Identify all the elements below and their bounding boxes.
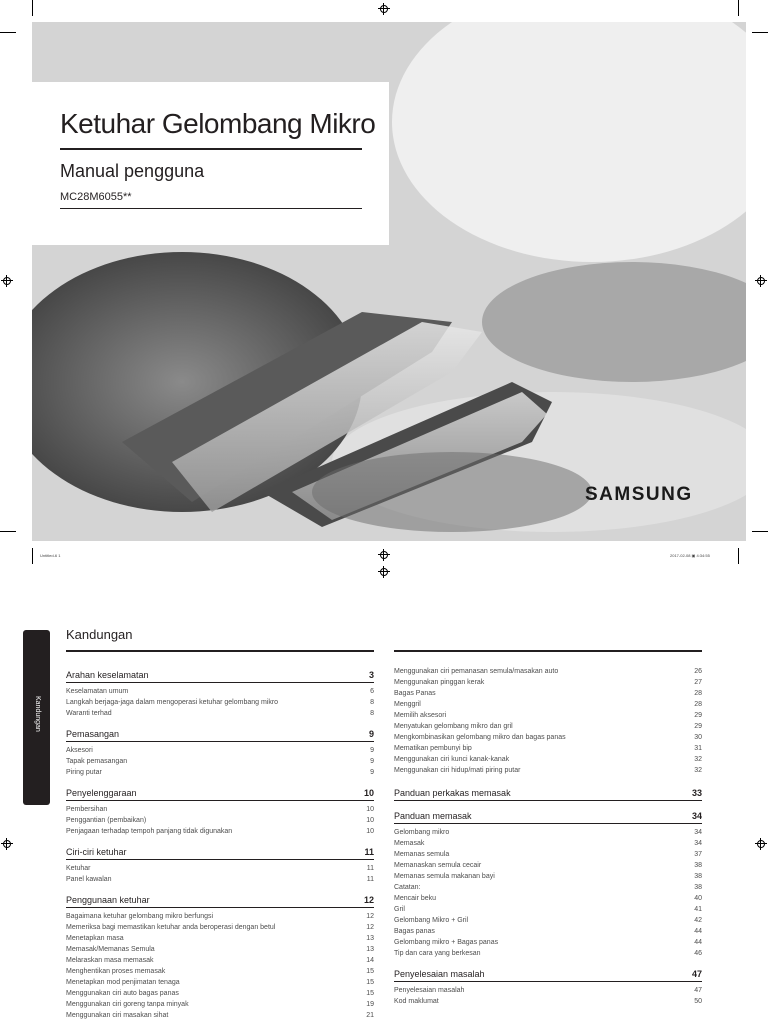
toc-continued-list bbox=[394, 666, 702, 776]
toc-section-heading[interactable] bbox=[66, 845, 374, 860]
toc-entry[interactable] bbox=[394, 937, 702, 948]
toc-entry-label: Memanas semula makanan bayi bbox=[394, 873, 495, 880]
toc-entry-label: Waranti terhad bbox=[66, 710, 112, 717]
toc-entry-label: Menggunakan ciri masakan sihat bbox=[66, 1012, 169, 1019]
toc-entry-label: Gelombang mikro bbox=[394, 829, 450, 836]
toc-entry-page: 15 bbox=[366, 968, 374, 975]
toc-entry-page: 46 bbox=[694, 950, 702, 957]
toc-entry-page: 8 bbox=[370, 699, 374, 706]
toc-entry-label: Melaraskan masa memasak bbox=[66, 957, 154, 964]
toc-entry[interactable] bbox=[394, 699, 702, 710]
toc-entry-label: Tapak pemasangan bbox=[66, 758, 128, 765]
toc-entry[interactable] bbox=[66, 977, 374, 988]
toc-entry-label: Menggunakan pinggan kerak bbox=[394, 679, 485, 686]
toc-entry[interactable] bbox=[394, 754, 702, 765]
toc-entry[interactable] bbox=[394, 996, 702, 1007]
toc-entry-page: 44 bbox=[694, 928, 702, 935]
toc-entry-page: 8 bbox=[370, 710, 374, 717]
toc-section-title: Penyelesaian masalah bbox=[394, 969, 485, 979]
toc-section-page: 3 bbox=[368, 670, 374, 680]
toc-entry-label: Menghentikan proses memasak bbox=[66, 968, 166, 975]
toc-column-rule bbox=[394, 650, 702, 652]
toc-entry-label: Panel kawalan bbox=[66, 876, 112, 883]
toc-entry-label: Ketuhar bbox=[66, 865, 91, 872]
toc-entry-label: Memilih aksesori bbox=[394, 712, 447, 719]
toc-section bbox=[394, 809, 702, 959]
toc-entry-page: 37 bbox=[694, 851, 702, 858]
registration-mark-icon bbox=[378, 549, 390, 561]
toc-entry[interactable] bbox=[394, 985, 702, 996]
toc-entry[interactable] bbox=[66, 933, 374, 944]
toc-section-title: Ciri-ciri ketuhar bbox=[66, 847, 127, 857]
toc-entry-page: 9 bbox=[370, 747, 374, 754]
toc-heading: Kandungan bbox=[66, 627, 133, 642]
toc-entry-label: Memasak/Memanas Semula bbox=[66, 946, 155, 953]
toc-entry-page: 38 bbox=[694, 884, 702, 891]
toc-right-sections bbox=[394, 786, 702, 1007]
toc-entry[interactable] bbox=[66, 804, 374, 815]
toc-entry-label: Bagaimana ketuhar gelombang mikro berfungsi bbox=[66, 913, 214, 920]
toc-section-heading[interactable] bbox=[66, 668, 374, 683]
document-subtitle: Manual pengguna bbox=[60, 161, 205, 181]
toc-entry[interactable] bbox=[394, 849, 702, 860]
document-title: Ketuhar Gelombang Mikro bbox=[60, 108, 376, 139]
toc-entry-page: 19 bbox=[366, 1001, 374, 1008]
toc-left-column bbox=[66, 668, 374, 1024]
toc-entry-label: Penyelesaian masalah bbox=[394, 987, 465, 994]
toc-entry-page: 27 bbox=[694, 679, 702, 686]
toc-entry[interactable] bbox=[394, 893, 702, 904]
toc-entry-page: 11 bbox=[366, 876, 374, 883]
toc-entry-page: 29 bbox=[694, 723, 702, 730]
title-rule bbox=[60, 148, 362, 150]
toc-section-heading[interactable] bbox=[66, 727, 374, 742]
side-tab-label: Kandungan bbox=[34, 696, 41, 732]
toc-entry[interactable] bbox=[66, 756, 374, 767]
model-rule bbox=[60, 208, 362, 209]
crop-mark bbox=[0, 531, 16, 532]
registration-mark-icon bbox=[755, 838, 767, 850]
toc-entry[interactable] bbox=[66, 955, 374, 966]
crop-mark bbox=[738, 548, 739, 564]
toc-entry[interactable] bbox=[394, 710, 702, 721]
toc-entry[interactable] bbox=[66, 697, 374, 708]
toc-entry[interactable] bbox=[66, 745, 374, 756]
toc-entry-label: Menyatukan gelombang mikro dan gril bbox=[394, 723, 513, 730]
model-number: MC28M6055** bbox=[60, 191, 132, 203]
toc-section bbox=[66, 668, 374, 719]
toc-entry[interactable] bbox=[66, 966, 374, 977]
toc-entry-page: 32 bbox=[694, 756, 702, 763]
toc-section-page: 34 bbox=[691, 811, 702, 821]
toc-entry[interactable] bbox=[394, 732, 702, 743]
toc-entry-label: Aksesori bbox=[66, 747, 93, 754]
toc-section-heading[interactable] bbox=[66, 893, 374, 908]
toc-entry[interactable] bbox=[394, 743, 702, 754]
toc-section-heading[interactable] bbox=[394, 967, 702, 982]
toc-entry-label: Bagas panas bbox=[394, 928, 435, 935]
toc-entry-label: Mencair beku bbox=[394, 895, 437, 902]
crop-mark bbox=[752, 531, 768, 532]
toc-entry-label: Pembersihan bbox=[66, 806, 108, 813]
toc-entry-label: Gelombang Mikro + Gril bbox=[394, 917, 469, 924]
crop-mark bbox=[32, 0, 33, 16]
toc-entry[interactable] bbox=[394, 765, 702, 776]
toc-entry-label: Mengkombinasikan gelombang mikro dan bagas panas bbox=[394, 734, 566, 741]
toc-section bbox=[66, 786, 374, 837]
toc-section bbox=[66, 845, 374, 885]
toc-section-heading[interactable] bbox=[394, 809, 702, 824]
toc-section-title: Pemasangan bbox=[66, 729, 120, 739]
toc-section-title: Arahan keselamatan bbox=[66, 670, 149, 680]
toc-entry-page: 32 bbox=[694, 767, 702, 774]
toc-entry-page: 10 bbox=[366, 828, 374, 835]
toc-entry-label: Piring putar bbox=[66, 769, 102, 776]
toc-entry-label: Memanas semula bbox=[394, 851, 450, 858]
print-slug-left: Untitled-6 1 bbox=[40, 553, 61, 558]
toc-right-column bbox=[394, 666, 702, 1015]
toc-entry-page: 10 bbox=[366, 806, 374, 813]
toc-entry[interactable] bbox=[66, 922, 374, 933]
toc-entry-page: 13 bbox=[366, 946, 374, 953]
toc-entry[interactable] bbox=[394, 915, 702, 926]
toc-entry[interactable] bbox=[66, 863, 374, 874]
brand-logo: SAMSUNG bbox=[585, 484, 693, 505]
toc-entry-page: 42 bbox=[694, 917, 702, 924]
crop-mark bbox=[752, 32, 768, 33]
toc-entry-page: 28 bbox=[694, 701, 702, 708]
toc-entry-page: 9 bbox=[370, 758, 374, 765]
toc-entry-page: 34 bbox=[694, 829, 702, 836]
toc-entry-label: Kod maklumat bbox=[394, 998, 439, 1005]
toc-entry-page: 6 bbox=[370, 688, 374, 695]
toc-entry[interactable] bbox=[394, 871, 702, 882]
toc-section bbox=[66, 893, 374, 1021]
toc-entry-page: 11 bbox=[366, 865, 374, 872]
toc-section-page: 33 bbox=[691, 788, 702, 798]
toc-entry-page: 15 bbox=[366, 990, 374, 997]
toc-entry[interactable] bbox=[66, 1010, 374, 1021]
toc-entry[interactable] bbox=[394, 882, 702, 893]
toc-entry-label: Menggunakan ciri hidup/mati piring putar bbox=[394, 767, 521, 774]
toc-entry-label: Menetapkan masa bbox=[66, 935, 124, 942]
toc-section-title: Penyelenggaraan bbox=[66, 788, 137, 798]
toc-section-title: Panduan memasak bbox=[394, 811, 472, 821]
toc-section-page: 11 bbox=[364, 847, 374, 857]
registration-mark-icon bbox=[1, 838, 13, 850]
toc-section bbox=[66, 727, 374, 778]
toc-entry-label: Gelombang mikro + Bagas panas bbox=[394, 939, 499, 946]
toc-entry-label: Memeriksa bagi memastikan ketuhar anda beroperasi dengan betul bbox=[66, 924, 276, 931]
toc-entry[interactable] bbox=[394, 677, 702, 688]
registration-mark-icon bbox=[755, 275, 767, 287]
toc-entry-label: Memasak bbox=[394, 840, 425, 847]
registration-mark-icon bbox=[378, 3, 390, 15]
toc-entry-page: 10 bbox=[366, 817, 374, 824]
registration-mark-icon bbox=[1, 275, 13, 287]
toc-section bbox=[394, 786, 702, 801]
toc-section bbox=[394, 967, 702, 1007]
toc-entry[interactable] bbox=[394, 926, 702, 937]
crop-mark bbox=[32, 548, 33, 564]
toc-entry-label: Keselamatan umum bbox=[66, 688, 129, 695]
toc-entry[interactable] bbox=[394, 860, 702, 871]
toc-entry-label: Menggunakan ciri auto bagas panas bbox=[66, 990, 179, 997]
toc-entry-page: 26 bbox=[694, 668, 702, 675]
toc-entry-label: Menggunakan ciri kunci kanak-kanak bbox=[394, 756, 510, 763]
toc-section-page: 12 bbox=[363, 895, 374, 905]
toc-entry-page: 12 bbox=[366, 913, 374, 920]
toc-entry[interactable] bbox=[394, 827, 702, 838]
toc-entry-label: Penjagaan terhadap tempoh panjang tidak digunakan bbox=[66, 828, 233, 835]
toc-entry-label: Gril bbox=[394, 906, 405, 913]
toc-entry-label: Menggril bbox=[394, 701, 421, 708]
toc-entry-label: Menggunakan ciri pemanasan semula/masakan auto bbox=[394, 668, 559, 675]
toc-heading-rule bbox=[66, 650, 374, 652]
cover-title-box bbox=[32, 82, 389, 245]
toc-entry-page: 40 bbox=[694, 895, 702, 902]
toc-entry-page: 34 bbox=[694, 840, 702, 847]
registration-mark-icon bbox=[378, 566, 390, 578]
print-slug-right: 2017-02-08 ▣ 4:34:55 bbox=[670, 553, 710, 558]
toc-entry-label: Tip dan cara yang berkesan bbox=[394, 950, 481, 957]
toc-entry[interactable] bbox=[66, 911, 374, 922]
toc-entry-page: 9 bbox=[370, 769, 374, 776]
toc-entry-label: Bagas Panas bbox=[394, 690, 436, 697]
toc-entry-page: 30 bbox=[694, 734, 702, 741]
toc-entry-label: Memanaskan semula cecair bbox=[394, 862, 482, 869]
toc-entry-page: 29 bbox=[694, 712, 702, 719]
toc-entry[interactable] bbox=[66, 815, 374, 826]
toc-entry[interactable] bbox=[394, 666, 702, 677]
toc-entry-page: 15 bbox=[366, 979, 374, 986]
toc-entry[interactable] bbox=[66, 826, 374, 837]
crop-mark bbox=[0, 32, 16, 33]
toc-section-page: 47 bbox=[691, 969, 702, 979]
toc-entry[interactable] bbox=[394, 904, 702, 915]
toc-entry-label: Menetapkan mod penjimatan tenaga bbox=[66, 979, 180, 986]
crop-mark bbox=[738, 0, 739, 16]
toc-entry[interactable] bbox=[66, 999, 374, 1010]
toc-entry-label: Mematikan pembunyi bip bbox=[394, 745, 472, 752]
toc-entry[interactable] bbox=[66, 686, 374, 697]
toc-entry-page: 41 bbox=[694, 906, 702, 913]
toc-entry[interactable] bbox=[66, 988, 374, 999]
toc-entry-label: Langkah berjaga-jaga dalam mengoperasi ketuhar gelombang mikro bbox=[66, 699, 279, 706]
toc-entry[interactable] bbox=[66, 708, 374, 719]
side-tab bbox=[23, 630, 50, 805]
toc-section-heading[interactable] bbox=[394, 786, 702, 801]
toc-section-title: Penggunaan ketuhar bbox=[66, 895, 150, 905]
toc-entry[interactable] bbox=[394, 948, 702, 959]
toc-entry[interactable] bbox=[394, 838, 702, 849]
toc-entry[interactable] bbox=[66, 767, 374, 778]
toc-entry[interactable] bbox=[394, 688, 702, 699]
toc-entry-page: 44 bbox=[694, 939, 702, 946]
toc-entry-label: Penggantian (pembaikan) bbox=[66, 817, 147, 824]
toc-section-page: 9 bbox=[368, 729, 374, 739]
toc-entry[interactable] bbox=[394, 721, 702, 732]
toc-entry[interactable] bbox=[66, 944, 374, 955]
toc-entry-label: Menggunakan ciri goreng tanpa minyak bbox=[66, 1001, 189, 1008]
toc-section-page: 10 bbox=[363, 788, 374, 798]
toc-entry-page: 12 bbox=[366, 924, 374, 931]
toc-entry-page: 38 bbox=[694, 873, 702, 880]
toc-entry-page: 28 bbox=[694, 690, 702, 697]
toc-entry-page: 14 bbox=[366, 957, 374, 964]
toc-section-title: Panduan perkakas memasak bbox=[394, 788, 511, 798]
toc-entry-label: Catatan: bbox=[394, 884, 421, 891]
toc-entry-page: 50 bbox=[694, 998, 702, 1005]
toc-entry-page: 38 bbox=[694, 862, 702, 869]
toc-entry-page: 13 bbox=[366, 935, 374, 942]
toc-entry-page: 31 bbox=[694, 745, 702, 752]
toc-section-heading[interactable] bbox=[66, 786, 374, 801]
toc-entry[interactable] bbox=[66, 874, 374, 885]
toc-entry-page: 21 bbox=[366, 1012, 374, 1019]
toc-entry-page: 47 bbox=[694, 987, 702, 994]
